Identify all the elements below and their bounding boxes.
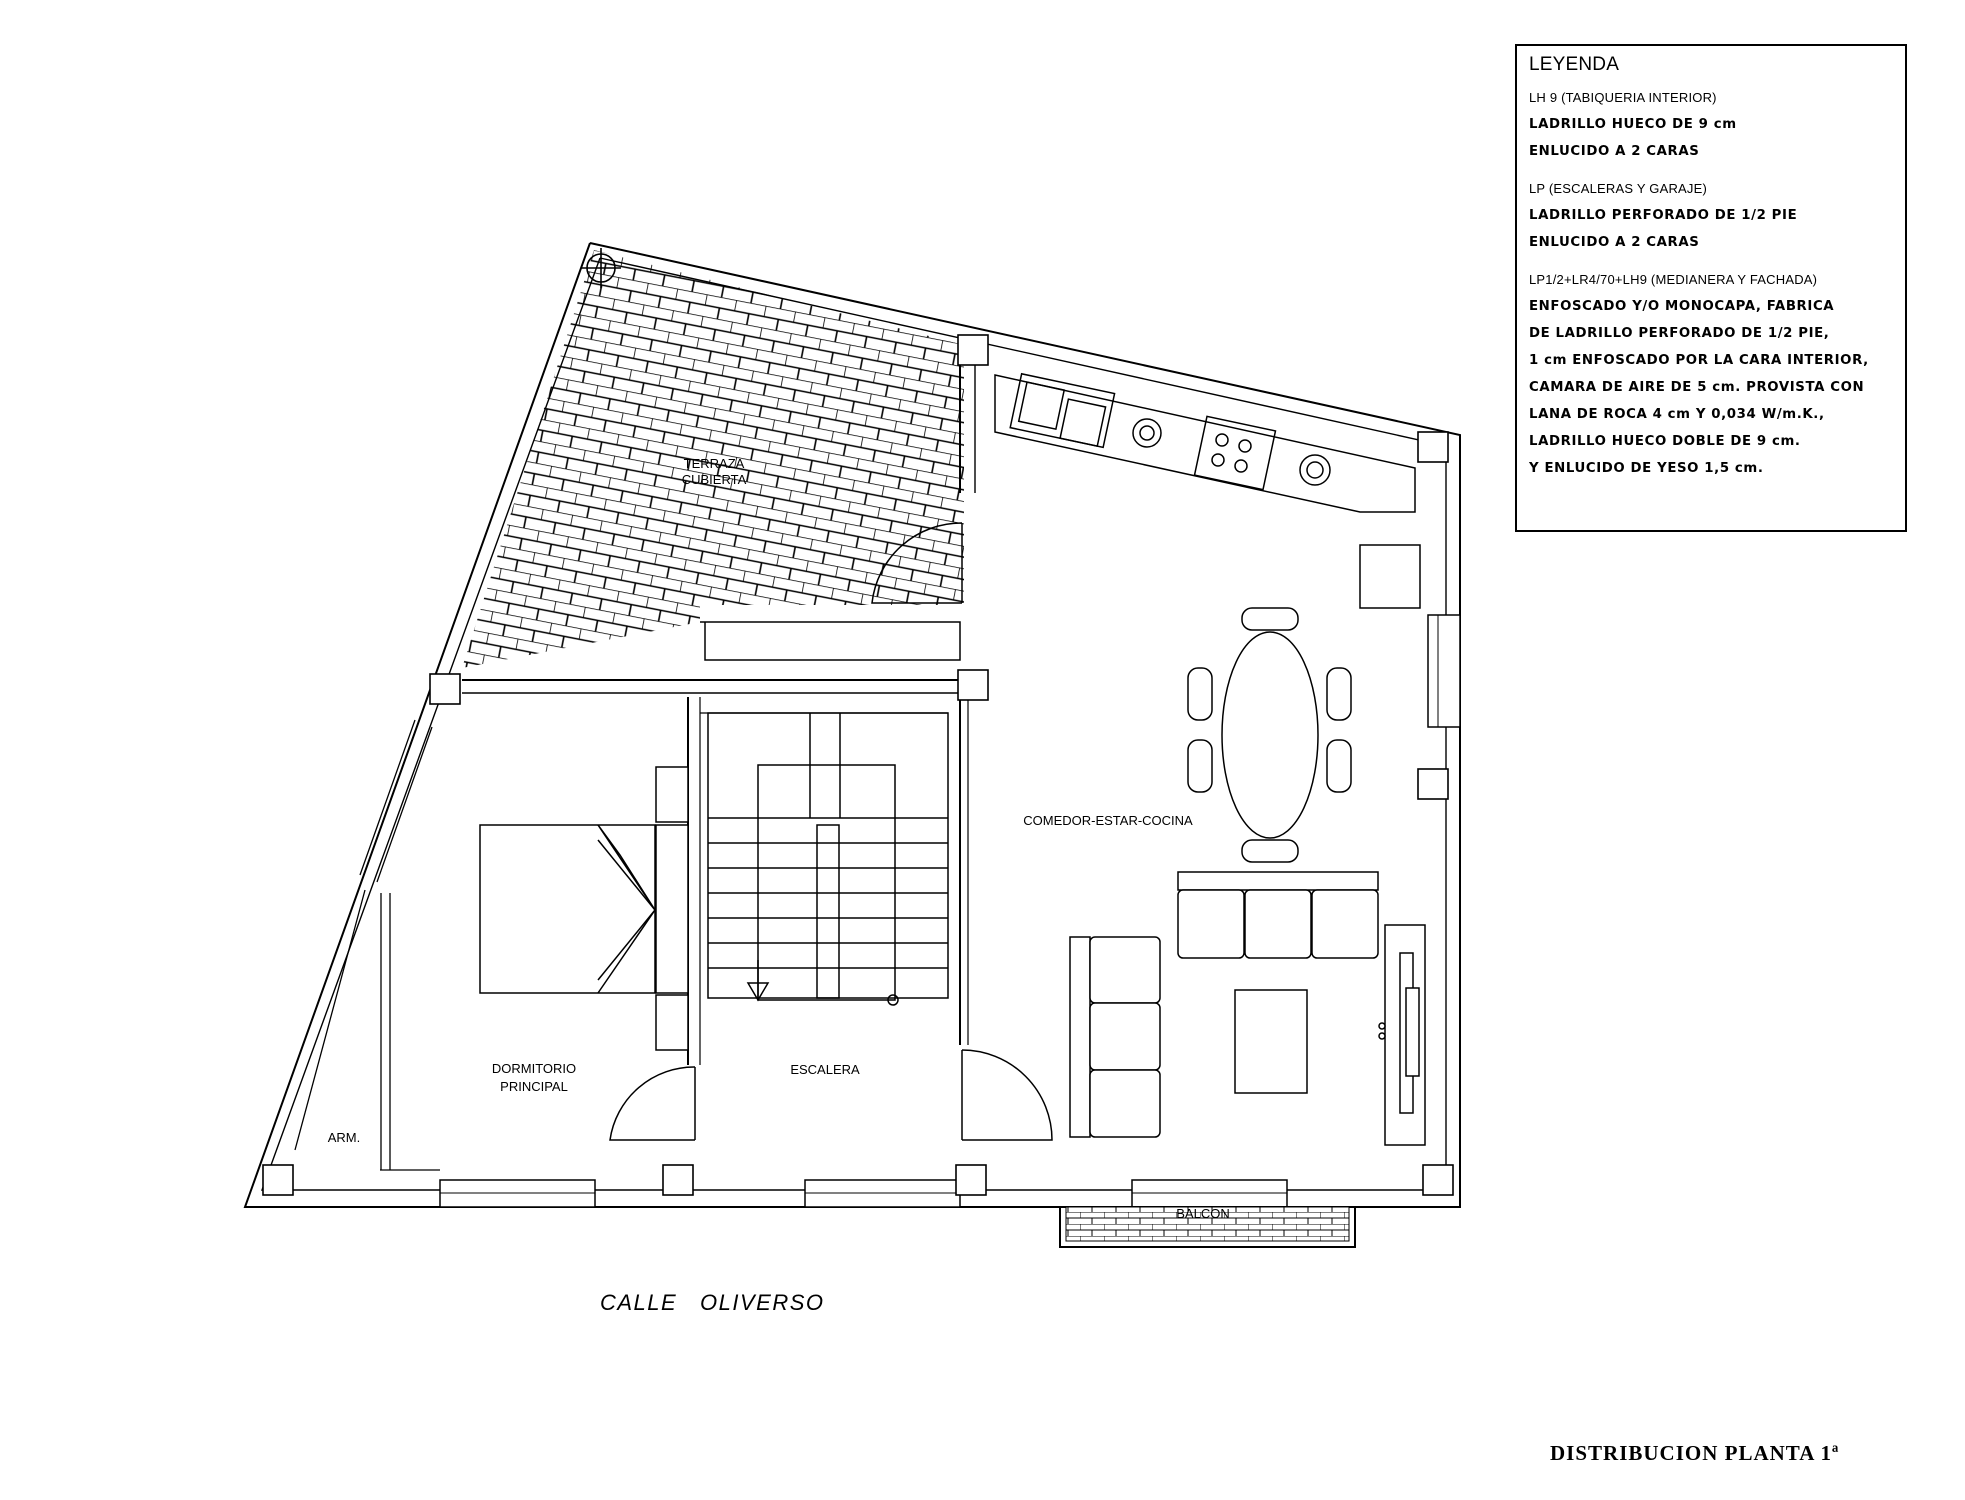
nightstand xyxy=(656,995,688,1050)
burner-icon xyxy=(1212,454,1224,466)
chair xyxy=(1327,668,1351,720)
legend-code: LH 9 (TABIQUERIA INTERIOR) xyxy=(1529,90,1717,105)
legend-title: LEYENDA xyxy=(1529,54,1620,75)
oven-icon xyxy=(1300,455,1330,485)
kitchen xyxy=(995,374,1420,608)
column xyxy=(263,1165,293,1195)
burner-icon xyxy=(1239,440,1251,452)
dining-table xyxy=(1222,632,1318,838)
legend-line: DE LADRILLO PERFORADO DE 1/2 PIE, xyxy=(1529,326,1830,341)
burner-icon xyxy=(1216,434,1228,446)
column xyxy=(958,670,988,700)
chair xyxy=(1188,668,1212,720)
sink-bowl xyxy=(1019,382,1064,429)
burner-icon xyxy=(1235,460,1247,472)
legend-group xyxy=(1529,90,1893,165)
legend-group xyxy=(1529,181,1893,256)
column xyxy=(663,1165,693,1195)
lounge-set xyxy=(1070,872,1425,1145)
bedroom-label: DORMITORIO xyxy=(491,1061,577,1076)
legend-line: ENFOSCADO Y/O MONOCAPA, FABRICA xyxy=(1529,299,1835,314)
fridge xyxy=(1360,545,1420,608)
column xyxy=(1418,432,1448,462)
headboard xyxy=(656,825,688,993)
chair xyxy=(1242,840,1298,862)
closet-label: ARM. xyxy=(327,1130,361,1145)
sofa-seat xyxy=(1245,890,1311,958)
outlet-icon xyxy=(1379,1023,1385,1029)
column xyxy=(1423,1165,1453,1195)
legend-group xyxy=(1529,272,1893,482)
armchair-seat xyxy=(1090,937,1160,1003)
bedroom-furniture xyxy=(480,767,688,1050)
legend-line: ENLUCIDO A 2 CARAS xyxy=(1529,235,1700,250)
bedroom-door-swing xyxy=(610,1067,695,1140)
nightstand xyxy=(656,767,688,822)
sofa-back xyxy=(1178,872,1378,890)
column xyxy=(958,335,988,365)
legend-line: 1 cm ENFOSCADO POR LA CARA INTERIOR, xyxy=(1529,353,1869,368)
armchair-back xyxy=(1070,937,1090,1137)
chair xyxy=(1327,740,1351,792)
legend-line: LADRILLO HUECO DOBLE DE 9 cm. xyxy=(1529,434,1801,449)
legend-line: LANA DE ROCA 4 cm Y 0,034 W/m.K., xyxy=(1529,407,1825,422)
left-facade-line xyxy=(295,890,365,1150)
right-window xyxy=(1428,615,1460,727)
legend-line: CAMARA DE AIRE DE 5 cm. PROVISTA CON xyxy=(1529,380,1865,395)
legend-box xyxy=(1515,44,1907,532)
stair-label: ESCALERA xyxy=(790,1062,860,1077)
bed xyxy=(480,825,655,993)
living-door-swing xyxy=(962,1050,1052,1140)
stair-core xyxy=(758,765,895,1000)
coffee-table xyxy=(1235,990,1307,1093)
tv-unit-inner xyxy=(1406,988,1419,1076)
stair-run xyxy=(708,713,948,998)
plan-title: DISTRIBUCION PLANTA 1ª xyxy=(1550,1441,1840,1465)
column xyxy=(1418,769,1448,799)
outlet-icon xyxy=(1379,1033,1385,1039)
dishwasher-icon-inner xyxy=(1140,426,1154,440)
street-name: CALLE OLIVERSO xyxy=(600,1290,825,1315)
staircase xyxy=(708,713,948,1005)
armchair-seat xyxy=(1090,1003,1160,1070)
chair xyxy=(1188,740,1212,792)
sofa-seat xyxy=(1178,890,1244,958)
terrace-label: TERRAZA xyxy=(683,456,745,471)
sofa-seat xyxy=(1312,890,1378,958)
dining-set xyxy=(1188,608,1351,862)
legend-line: Y ENLUCIDO DE YESO 1,5 cm. xyxy=(1529,461,1764,476)
terrace-slab-edge xyxy=(700,622,960,660)
legend-code: LP (ESCALERAS Y GARAJE) xyxy=(1529,181,1708,196)
dishwasher-icon xyxy=(1133,419,1161,447)
legend-line: LADRILLO PERFORADO DE 1/2 PIE xyxy=(1529,208,1798,223)
kitchen-counter xyxy=(995,375,1415,512)
stair-handrail xyxy=(817,825,839,998)
oven-icon-inner xyxy=(1307,462,1323,478)
sink-bowl xyxy=(1060,399,1105,446)
chair xyxy=(1242,608,1298,630)
legend-code: LP1/2+LR4/70+LH9 (MEDIANERA Y FACHADA) xyxy=(1529,272,1818,287)
armchair-seat xyxy=(1090,1070,1160,1137)
column xyxy=(956,1165,986,1195)
column xyxy=(430,674,460,704)
terrace-label: CUBIERTA xyxy=(681,472,747,487)
balcony-label: BALCON xyxy=(1176,1206,1230,1221)
legend-line: ENLUCIDO A 2 CARAS xyxy=(1529,144,1700,159)
bedroom-label: PRINCIPAL xyxy=(500,1079,568,1094)
living-label: COMEDOR-ESTAR-COCINA xyxy=(1023,813,1193,828)
legend-line: LADRILLO HUECO DE 9 cm xyxy=(1529,117,1737,132)
